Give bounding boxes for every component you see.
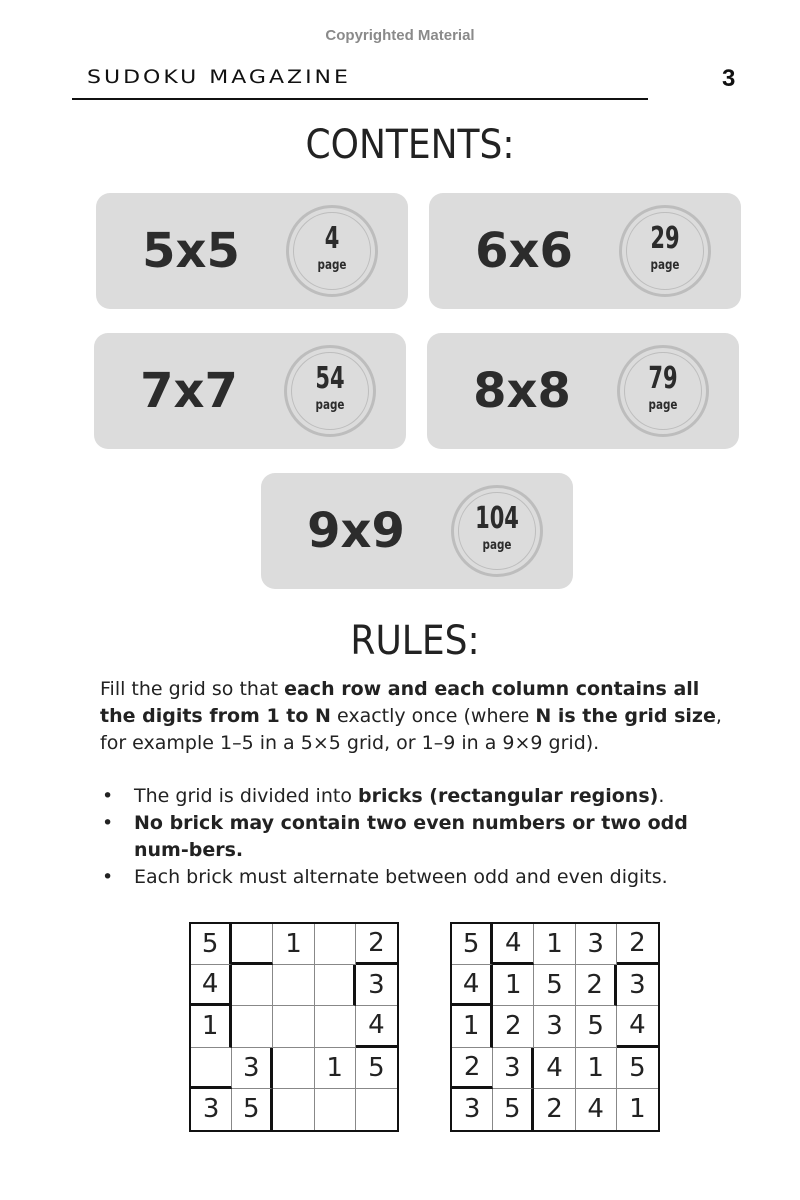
grid-cell: 1 bbox=[273, 924, 314, 965]
page-badge bbox=[619, 205, 711, 297]
grid-cell: 1 bbox=[452, 1006, 493, 1047]
page-label: page bbox=[650, 258, 680, 273]
grid-cell: 1 bbox=[315, 1048, 356, 1089]
page-number-value: 29 bbox=[650, 221, 680, 256]
grid-cell: 5 bbox=[191, 924, 232, 965]
grid-cell: 5 bbox=[232, 1089, 273, 1130]
page-badge bbox=[617, 345, 709, 437]
rule-text-bold: bricks (rectangular regions) bbox=[358, 785, 659, 807]
grid-cell bbox=[191, 1048, 232, 1089]
grid-cell: 2 bbox=[356, 924, 397, 965]
page-number-value: 54 bbox=[315, 361, 345, 396]
grid-cell: 5 bbox=[356, 1048, 397, 1089]
rule-bullet-alternate bbox=[100, 864, 740, 891]
magazine-title: SUDOKU MAGAZINE bbox=[87, 67, 351, 89]
grid-cell: 3 bbox=[452, 1089, 493, 1130]
grid-cell: 4 bbox=[452, 965, 493, 1006]
grid-cell: 5 bbox=[452, 924, 493, 965]
grid-cell: 2 bbox=[534, 1089, 575, 1130]
grid-size-label: 9x9 bbox=[307, 503, 405, 559]
page-number-value: 79 bbox=[648, 361, 678, 396]
grid-cell: 1 bbox=[191, 1006, 232, 1047]
contents-card-7x7[interactable] bbox=[94, 333, 406, 449]
grid-cell bbox=[315, 1006, 356, 1047]
grid-cell: 2 bbox=[452, 1048, 493, 1089]
grid-cell: 5 bbox=[617, 1048, 658, 1089]
grid-cell bbox=[356, 1089, 397, 1130]
grid-cell: 4 bbox=[493, 924, 534, 965]
grid-cell: 3 bbox=[534, 1006, 575, 1047]
header-rule bbox=[72, 98, 648, 100]
grid-cell: 4 bbox=[576, 1089, 617, 1130]
grid-cell: 3 bbox=[617, 965, 658, 1006]
rules-bullet-list bbox=[100, 783, 740, 891]
grid-cell bbox=[232, 965, 273, 1006]
grid-cell bbox=[273, 1048, 314, 1089]
rules-intro-text: , for example 1–5 in a 5×5 grid, or 1–9 in a 9×9 grid). bbox=[100, 705, 722, 754]
grid-cell bbox=[315, 965, 356, 1006]
rules-intro-text: Fill the grid so that bbox=[100, 678, 285, 700]
grid-cell: 5 bbox=[493, 1089, 534, 1130]
rule-text: The grid is divided into bbox=[134, 785, 358, 807]
rule-text: . bbox=[658, 785, 665, 807]
grid-size-label: 7x7 bbox=[140, 363, 238, 419]
grid-size-label: 5x5 bbox=[142, 223, 240, 279]
grid-cell: 4 bbox=[356, 1006, 397, 1047]
page-label: page bbox=[648, 398, 678, 413]
rule-text-bold: No brick may contain two even numbers or two odd num-bers. bbox=[134, 812, 688, 861]
page-label: page bbox=[315, 398, 345, 413]
grid-cell bbox=[315, 1089, 356, 1130]
grid-cell: 1 bbox=[629, 1094, 646, 1125]
grid-cell: 5 bbox=[534, 965, 575, 1006]
grid-cell: 5 bbox=[576, 1006, 617, 1047]
example-solution-grid bbox=[450, 922, 660, 1132]
grid-cell: 1 bbox=[534, 924, 575, 965]
page-label: page bbox=[317, 258, 347, 273]
grid-cell: 1 bbox=[576, 1048, 617, 1089]
grid-cell: 1 bbox=[493, 965, 534, 1006]
grid-cell: 3 bbox=[493, 1048, 534, 1089]
rules-intro-text: exactly once (where bbox=[330, 705, 536, 727]
example-puzzle-grid bbox=[189, 922, 399, 1132]
page-badge bbox=[286, 205, 378, 297]
grid-size-label: 6x6 bbox=[475, 223, 573, 279]
page-number: 3 bbox=[722, 65, 736, 92]
contents-card-9x9[interactable] bbox=[261, 473, 573, 589]
grid-size-label: 8x8 bbox=[473, 363, 571, 419]
grid-cell: 4 bbox=[617, 1006, 658, 1047]
page-number-value: 4 bbox=[324, 221, 340, 256]
page-number-value: 104 bbox=[475, 501, 519, 536]
grid-cell: 3 bbox=[191, 1089, 232, 1130]
rules-title: RULES: bbox=[350, 618, 480, 664]
rules-intro-bold: N is the grid size bbox=[535, 705, 716, 727]
rules-intro bbox=[100, 676, 740, 757]
grid-cell bbox=[315, 924, 356, 965]
contents-title: CONTENTS: bbox=[305, 122, 515, 168]
grid-cell bbox=[273, 965, 314, 1006]
rule-bullet-parity bbox=[100, 810, 740, 864]
rule-bullet-bricks bbox=[100, 783, 740, 810]
grid-cell bbox=[273, 1089, 314, 1130]
contents-card-5x5[interactable] bbox=[96, 193, 408, 309]
page-label: page bbox=[482, 538, 512, 553]
contents-card-6x6[interactable] bbox=[429, 193, 741, 309]
grid-cell bbox=[273, 1006, 314, 1047]
grid-cell: 4 bbox=[534, 1048, 575, 1089]
grid-cell: 2 bbox=[576, 965, 617, 1006]
page-badge bbox=[451, 485, 543, 577]
grid-cell: 2 bbox=[617, 924, 658, 965]
grid-cell: 3 bbox=[356, 965, 397, 1006]
grid-cell: 4 bbox=[191, 965, 232, 1006]
grid-cell: 3 bbox=[232, 1048, 273, 1089]
copyright-notice-top: Copyrighted Material bbox=[325, 27, 475, 44]
contents-card-8x8[interactable] bbox=[427, 333, 739, 449]
rules-intro-bold: each row and each column contains all the digits from 1 to N bbox=[100, 678, 700, 727]
grid-cell bbox=[232, 924, 273, 965]
rule-text: Each brick must alternate between odd and even digits. bbox=[134, 866, 668, 888]
grid-cell: 3 bbox=[576, 924, 617, 965]
page-badge bbox=[284, 345, 376, 437]
grid-cell bbox=[232, 1006, 273, 1047]
grid-cell: 2 bbox=[493, 1006, 534, 1047]
